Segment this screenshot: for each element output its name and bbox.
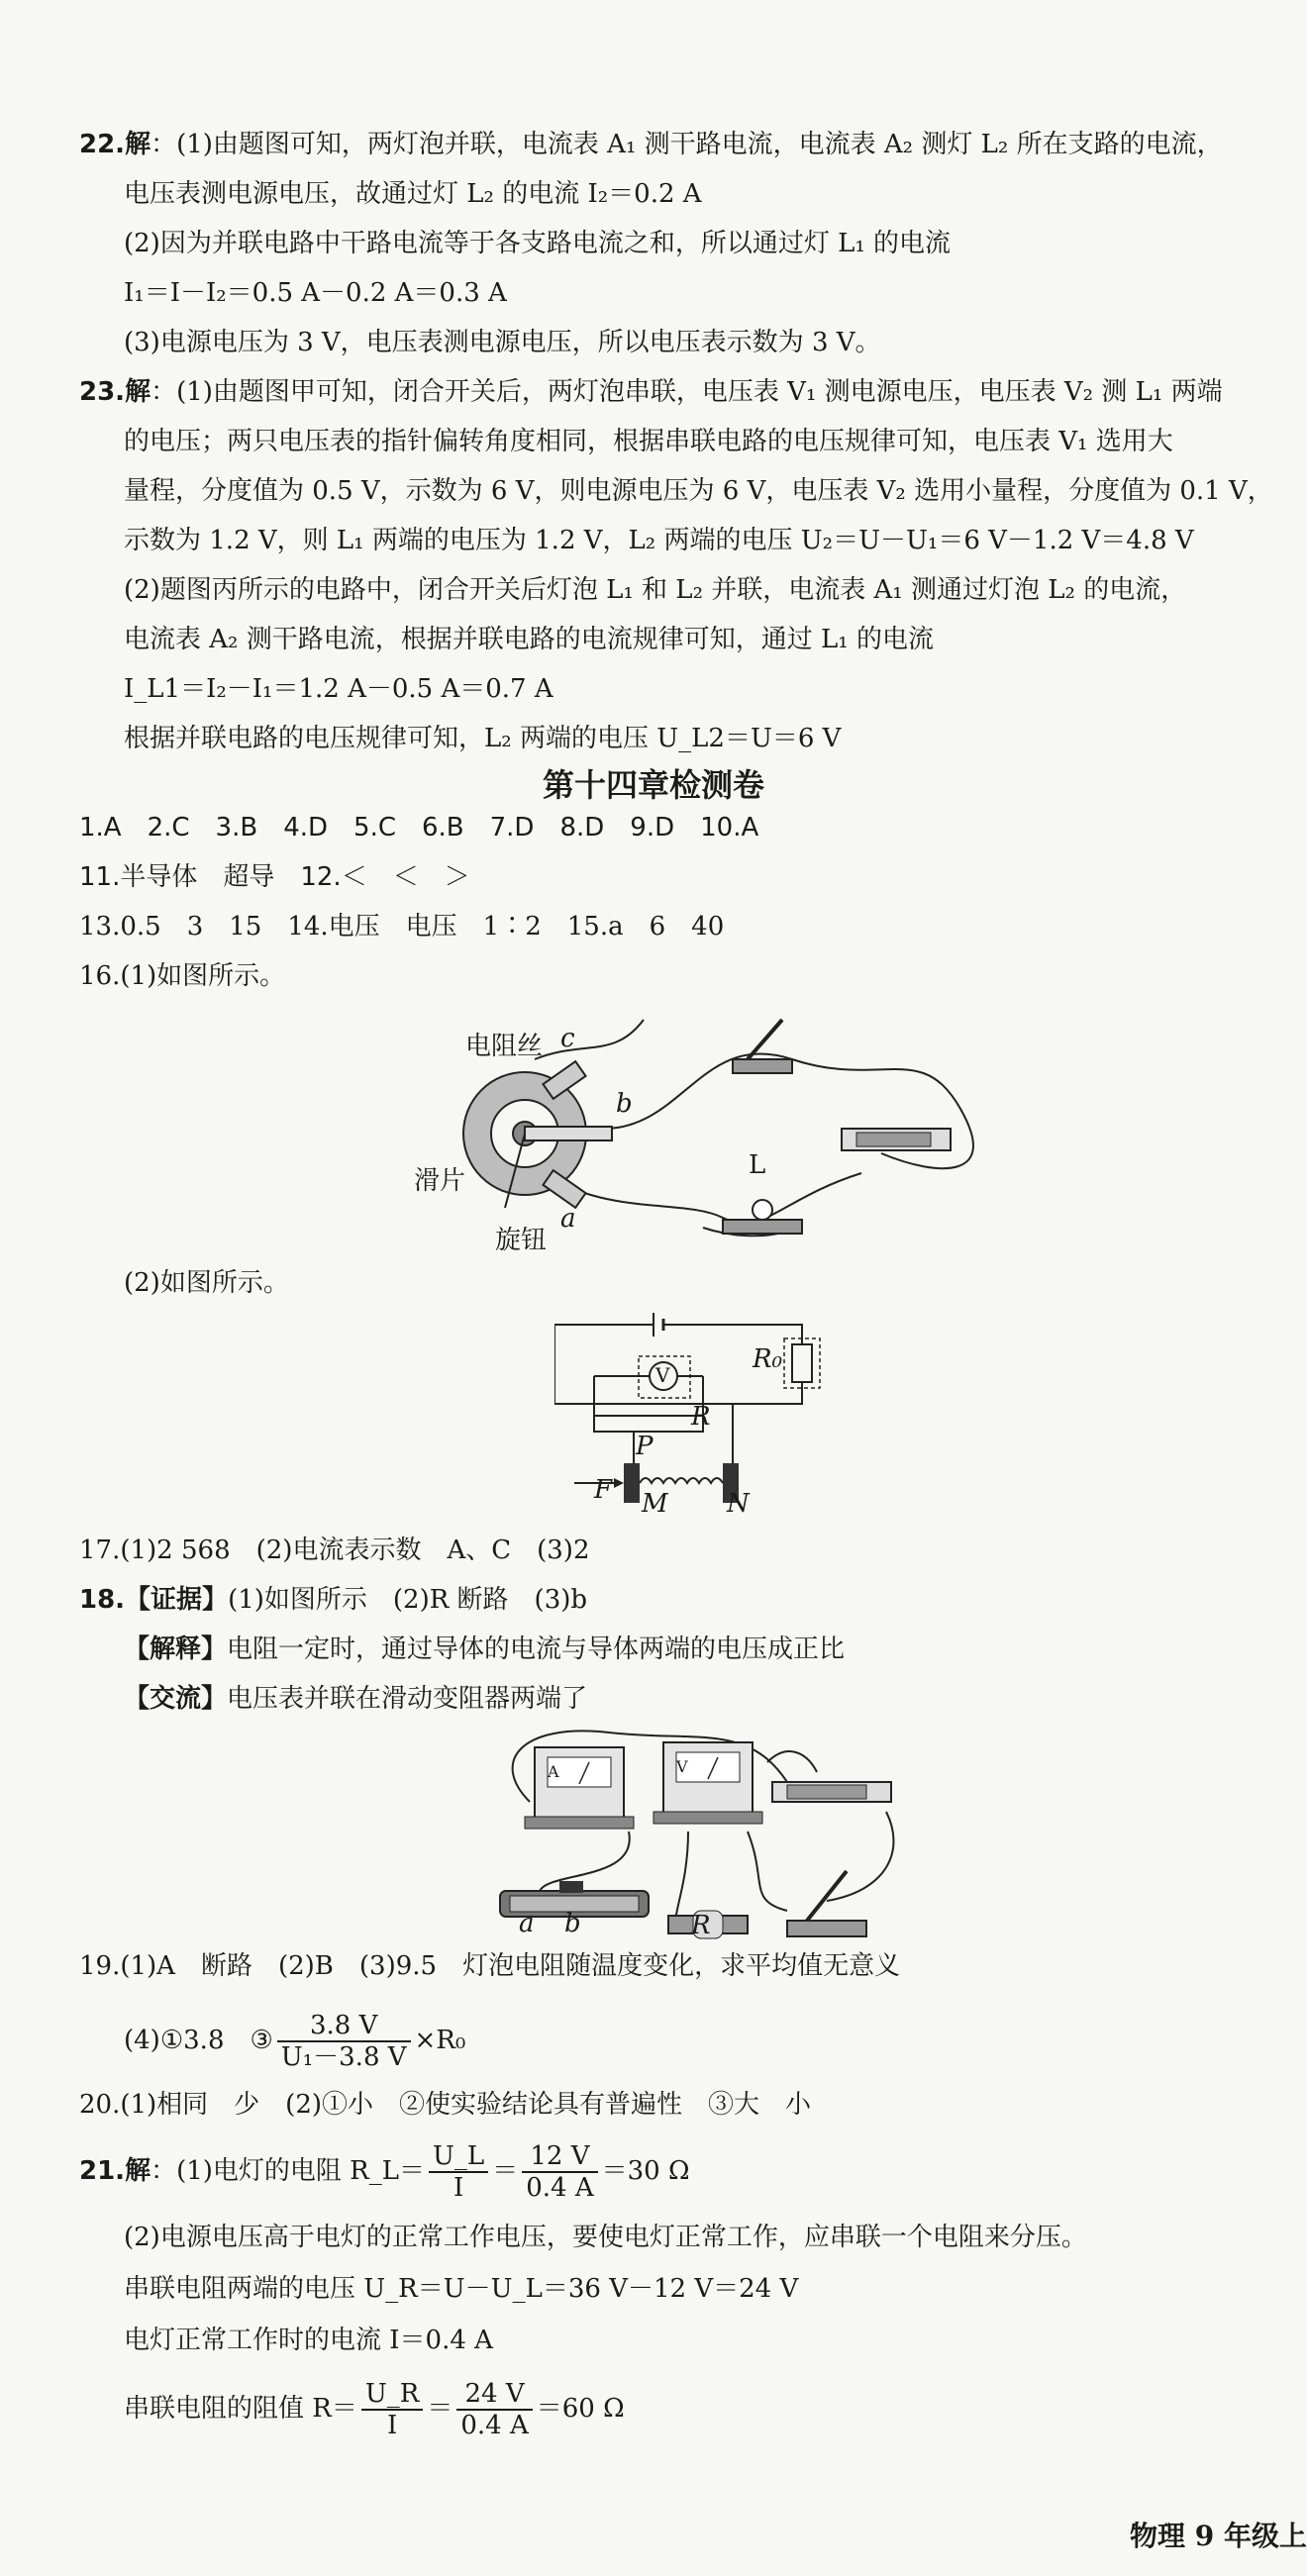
answers-mc: 1.A 2.C 3.B 4.D 5.C 6.B 7.D 8.D 9.D 10.A xyxy=(79,813,759,842)
fig3-meter-A: A xyxy=(548,1762,559,1781)
q22-line-3: (2)因为并联电路中干路电流等于各支路电流之和，所以通过灯 L₁ 的电流 xyxy=(124,229,952,258)
q23-line-6: 电流表 A₂ 测干路电流，根据并联电路的电流规律可知，通过 L₁ 的电流 xyxy=(124,625,934,654)
q23-line-1: 23.解：(1)由题图甲可知，闭合开关后，两灯泡串联，电压表 V₁ 测电源电压，电压表 V₂ 测 L₁ 两端 xyxy=(79,377,1223,407)
q23-line-8: 根据并联电路的电压规律可知，L₂ 两端的电压 U_L2＝U＝6 V xyxy=(124,724,842,753)
fig1-label-slider: 滑片 xyxy=(414,1166,466,1196)
fig1-label-wire: 电阻丝 xyxy=(465,1032,544,1061)
fig2-label-V: V xyxy=(655,1363,670,1387)
answers-q21-line-1: 21.解：(1)电灯的电阻 R_L＝ $\frac{U\_L}{I}$ ＝ $\frac{12 V}{0.4 A}$ ＝30 Ω xyxy=(79,2141,690,2203)
fig2-label-M: M xyxy=(642,1489,668,1519)
q22-line-5: (3)电源电压为 3 V，电压表测电源电压，所以电压表示数为 3 V。 xyxy=(124,328,881,357)
fig2-label-R: R xyxy=(691,1402,711,1432)
answers-q13: 13.0.5 3 15 14.电压 电压 1∶2 15.a 6 40 xyxy=(79,912,725,941)
answers-q21-line-4: 电灯正常工作时的电流 I＝0.4 A xyxy=(124,2326,493,2355)
answers-q16-2: (2)如图所示。 xyxy=(124,1268,289,1298)
answers-q18-jiaoliu: 【交流】电压表并联在滑动变阻器两端了 xyxy=(124,1684,588,1714)
answers-q18-jieshi: 【解释】电阻一定时，通过导体的电流与导体两端的电压成正比 xyxy=(124,1635,846,1664)
answers-q21-line-3: 串联电阻两端的电压 U_R＝U－U_L＝36 V－12 V＝24 V xyxy=(124,2274,799,2304)
chapter-title: 第十四章检测卷 xyxy=(542,766,764,804)
q22-line-2: 电压表测电源电压，故通过灯 L₂ 的电流 I₂＝0.2 A xyxy=(124,179,702,209)
q23-line-5: (2)题图丙所示的电路中，闭合开关后灯泡 L₁ 和 L₂ 并联，电流表 A₁ 测通过灯泡 L₂ 的电流， xyxy=(124,575,1187,605)
fig3-label-b: b xyxy=(564,1909,581,1938)
fig3-label-R: R xyxy=(691,1911,711,1940)
fig3-label-a: a xyxy=(519,1909,535,1938)
q23-line-7: I_L1＝I₂－I₁＝1.2 A－0.5 A＝0.7 A xyxy=(124,674,553,704)
answers-q19-1: 19.(1)A 断路 (2)B (3)9.5 灯泡电阻随温度变化，求平均值无意义 xyxy=(79,1951,901,1981)
answers-q16-1: 16.(1)如图所示。 xyxy=(79,961,286,991)
q22-line-4: I₁＝I－I₂＝0.5 A－0.2 A＝0.3 A xyxy=(124,278,507,308)
answers-q21-line-5: 串联电阻的阻值 R＝ $\frac{U\_R}{I}$ ＝ $\frac{24 V}{0.4 A}$ ＝60 Ω xyxy=(124,2379,625,2440)
fig1-label-L: L xyxy=(749,1150,766,1180)
q19-fraction: $\frac{3.8 V}{\text{U₁－3.8 V}}$ xyxy=(277,2011,411,2072)
answers-q21-line-2: (2)电源电压高于电灯的正常工作电压，要使电灯正常工作，应串联一个电阻来分压。 xyxy=(124,2223,1087,2252)
fig1-label-c: c xyxy=(560,1024,575,1053)
fig2-label-N: N xyxy=(727,1489,750,1519)
fig2-label-F: F xyxy=(594,1475,613,1505)
q23-line-3: 量程，分度值为 0.5 V，示数为 6 V，则电源电压为 6 V，电压表 V₂ 选用小量程，分度值为 0.1 V， xyxy=(124,476,1273,506)
q23-line-4: 示数为 1.2 V，则 L₁ 两端的电压为 1.2 V，L₂ 两端的电压 U₂＝U－U₁＝6 V－1.2 V＝4.8 V xyxy=(124,526,1194,555)
page-footer: 物理 9 年级上 xyxy=(1130,2520,1307,2552)
answers-q17: 17.(1)2 568 (2)电流表示数 A、C (3)2 xyxy=(79,1536,590,1565)
q22-line-1: 22.解：(1)由题图可知，两灯泡并联，电流表 A₁ 测干路电流，电流表 A₂ 测灯 L₂ 所在支路的电流， xyxy=(79,130,1223,159)
fig3-meter-V: V xyxy=(676,1757,688,1776)
answers-q18: 18.【证据】(1)如图所示 (2)R 断路 (3)b xyxy=(79,1585,588,1615)
answers-q11: 11.半导体 超导 12.＜ ＜ ＞ xyxy=(79,862,470,892)
q23-line-2: 的电压；两只电压表的指针偏转角度相同，根据串联电路的电压规律可知，电压表 V₁ 选用大 xyxy=(124,427,1173,456)
fig1-label-knob: 旋钮 xyxy=(495,1226,548,1255)
fig1-label-b: b xyxy=(616,1089,633,1119)
answers-q20: 20.(1)相同 少 (2)①小 ②使实验结论具有普遍性 ③大 小 xyxy=(79,2090,812,2120)
answers-q19-2: (4)①3.8 ③ $\frac{3.8 V}{\text{U₁－3.8 V}}$ ×R₀ xyxy=(124,2011,466,2072)
fig2-label-R0: R₀ xyxy=(753,1344,782,1374)
fig1-label-a: a xyxy=(560,1204,576,1234)
fig2-label-P: P xyxy=(636,1432,654,1461)
